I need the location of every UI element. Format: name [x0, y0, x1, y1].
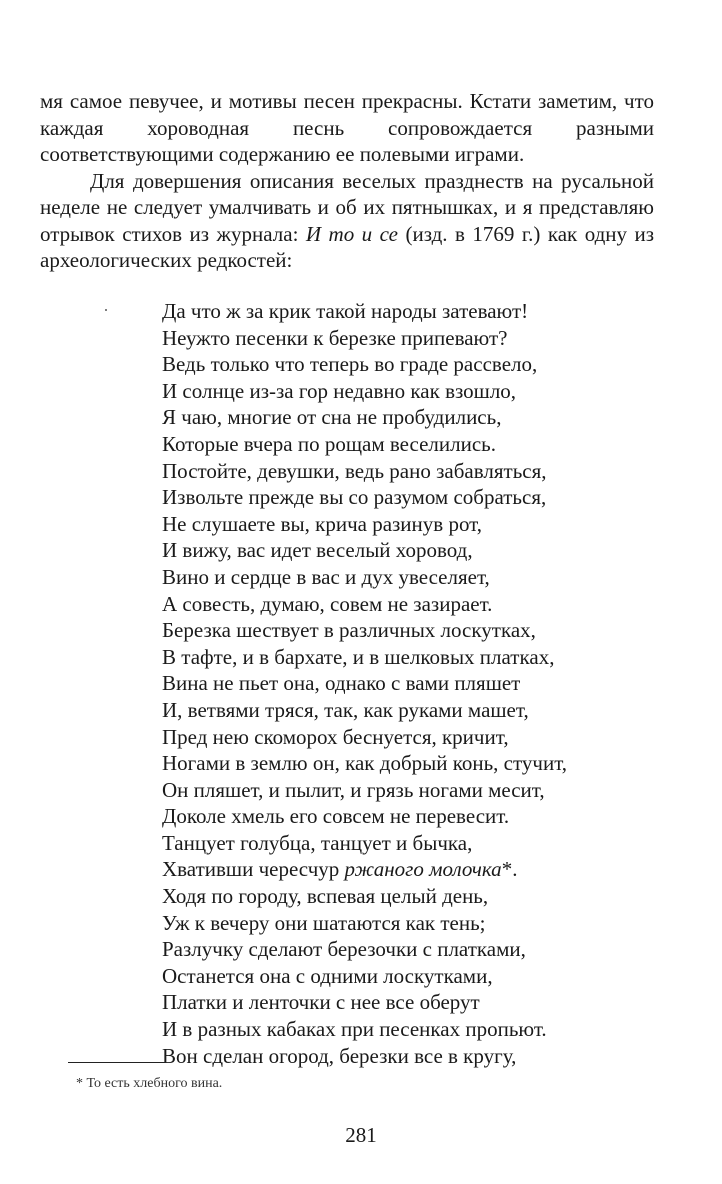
poem-line: Которые вчера по рощам веселились. [162, 431, 496, 456]
poem-lines-a [162, 298, 662, 856]
paragraph-2-text-a: Для довершения описания веселых празднеств на русальной неделе не следует умалчивать и об их пятнышках, и я представляю отрывок стихов из журнала: [40, 168, 654, 246]
poem-line: Неужто песенки к березке припевают? [162, 325, 508, 350]
poem-line: В тафте, и в бархате, и в шелковых платках, [162, 644, 555, 669]
poem-line: Вина не пьет она, однако с вами пляшет [162, 671, 521, 696]
poem-excerpt [162, 298, 662, 1069]
poem-line: Я чаю, многие от сна не пробудились, [162, 405, 502, 430]
poem-line: И, ветвями тряся, так, как руками машет, [162, 697, 529, 722]
poem-line: Не слушаете вы, крича разинув рот, [162, 511, 483, 536]
print-speck [105, 309, 107, 311]
poem-line: И в разных кабаках при песенках пропьют. [162, 1017, 547, 1042]
paragraph-2 [40, 168, 654, 274]
poem-line: И солнце из-за гор недавно как взошло, [162, 378, 517, 403]
poem-line: Он пляшет, и пылит, и грязь ногами месит, [162, 777, 545, 802]
paragraph-1: мя самое певучее, и мотивы песен прекрасны. Кстати заметим, что каждая хороводная песнь сопровождается разными соответствующими содержанию ее полевыми играми. [40, 89, 654, 166]
poem-lines-b [162, 883, 662, 1069]
poem-line [162, 856, 662, 883]
footnote: * То есть хлебного вина. [76, 1076, 223, 1091]
poem-line: Уж к вечеру они шатаются как тень; [162, 910, 486, 935]
poem-line: Вино и сердце в вас и дух увеселяет, [162, 564, 490, 589]
poem-line: Ногами в землю он, как добрый конь, стучит, [162, 751, 568, 776]
footnote-marker: *. [501, 857, 518, 882]
poem-line: А совесть, думаю, совем не зазирает. [162, 591, 493, 616]
poem-line: И вижу, вас идет веселый хоровод, [162, 538, 473, 563]
poem-line: Постойте, девушки, ведь рано забавляться, [162, 458, 547, 483]
poem-line: Танцует голубца, танцует и бычка, [162, 830, 473, 855]
poem-line: Останется она с одними лоскутками, [162, 963, 493, 988]
poem-line: Да что ж за крик такой народы затевают! [162, 299, 529, 323]
poem-line: Разлучку сделают березочки с платками, [162, 937, 526, 962]
poem-line-22-a: Хвативши чересчур [162, 857, 345, 882]
poem-line: Доколе хмель его совсем не перевесит. [162, 804, 510, 829]
page-number: 281 [345, 1123, 377, 1147]
poem-line: Платки и ленточки с нее все оберут [162, 990, 480, 1015]
poem-line: Пред нею скоморох беснуется, кричит, [162, 724, 509, 749]
footnote-divider [68, 1062, 166, 1063]
poem-line: Березка шествует в различных лоскутках, [162, 618, 536, 643]
journal-title: И то и се [305, 221, 398, 246]
poem-line: Ходя по городу, вспевая целый день, [162, 884, 489, 909]
poem-line: Вон сделан огород, березки все в кругу, [162, 1043, 517, 1068]
poem-line: Извольте прежде вы со разумом собраться, [162, 485, 547, 510]
poem-line: Ведь только что теперь во граде рассвело, [162, 352, 538, 377]
poem-line-22-italic: ржаного молочка [344, 857, 502, 882]
paragraph-2-text-b: (изд. в 1769 г.) как одну из археологических редкостей: [40, 221, 655, 272]
prose-block [40, 88, 654, 274]
